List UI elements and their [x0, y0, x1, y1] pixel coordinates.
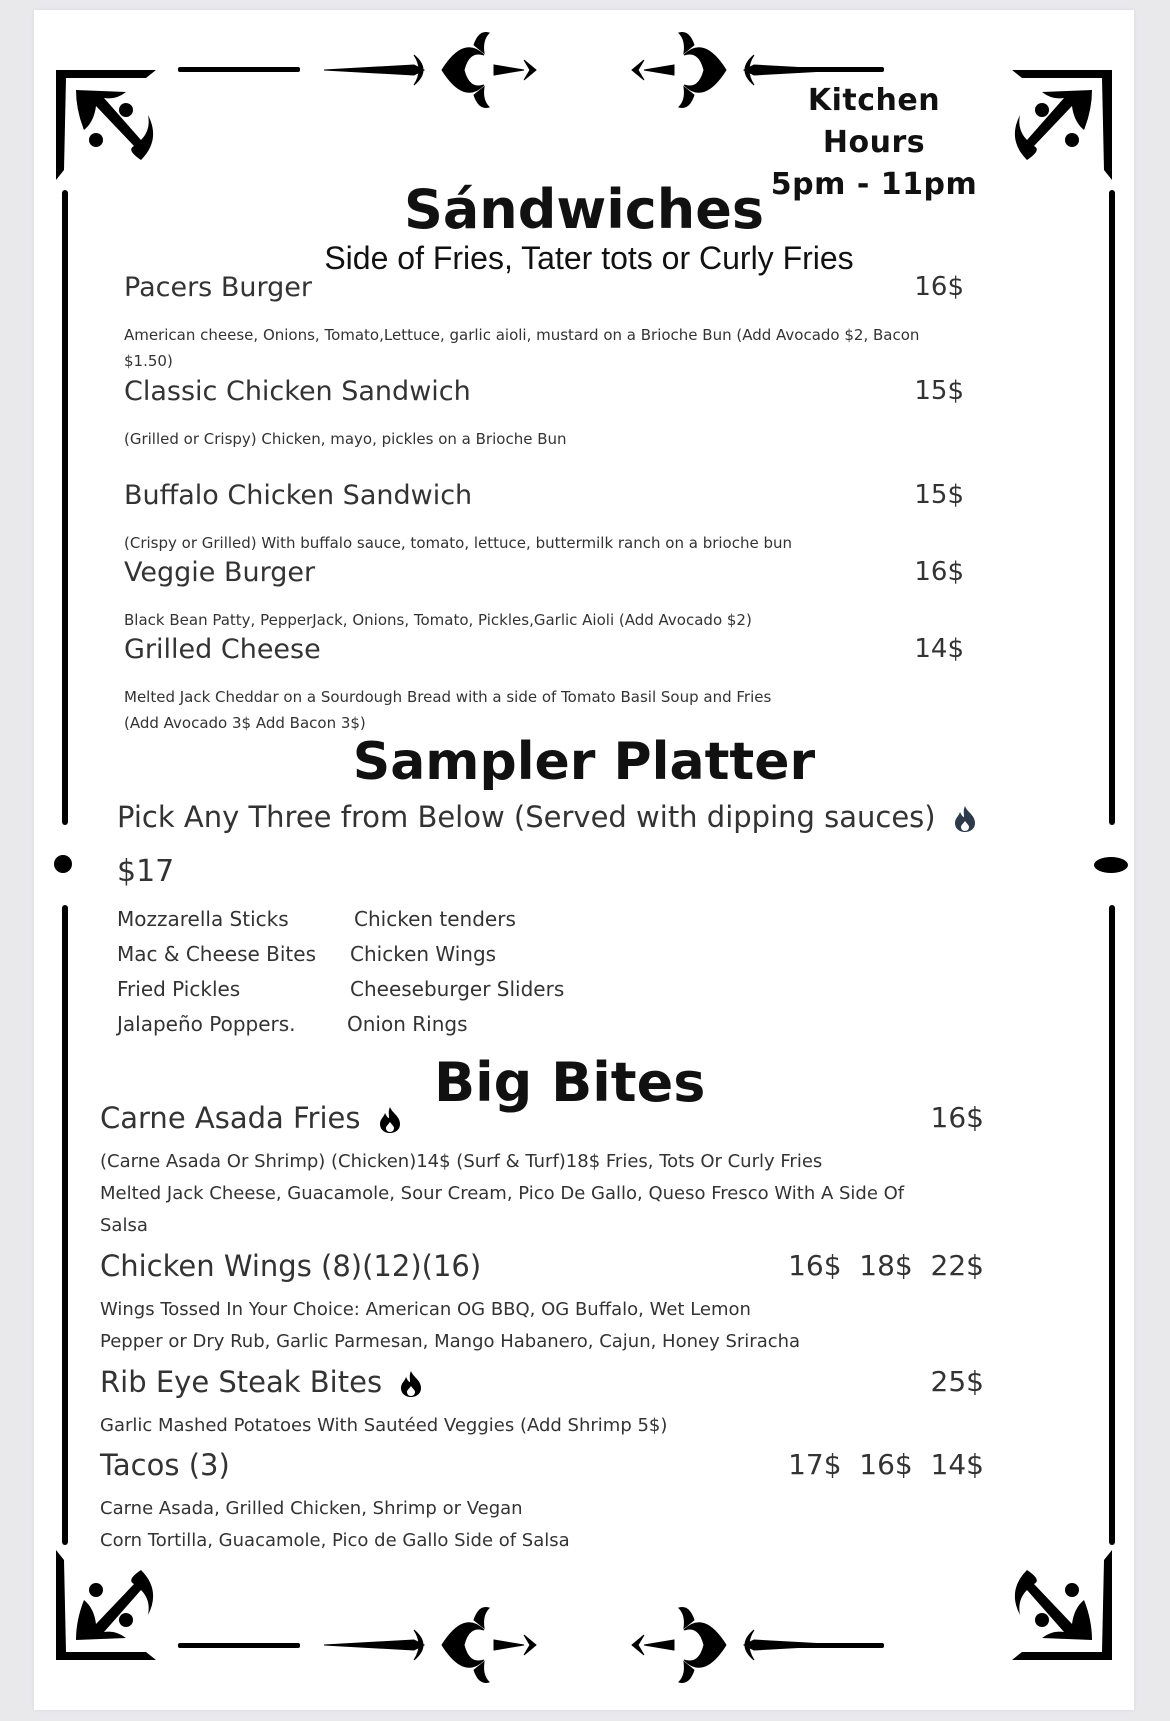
sampler-title: Sampler Platter [352, 732, 816, 792]
kitchen-hours-time: 5pm - 11pm [770, 167, 978, 202]
menu-item-description: Melted Jack Cheddar on a Sourdough Bread with a side of Tomato Basil Soup and Fries (Add Avocado 3$ Add Bacon 3$) [124, 688, 772, 732]
menu-item-name: Grilled Cheese [124, 634, 321, 665]
menu-item-name: Buffalo Chicken Sandwich [124, 480, 473, 511]
sampler-option: Jalapeño Poppers. [117, 1012, 296, 1036]
sampler-option: Cheeseburger Sliders [350, 977, 565, 1001]
menu-item-price: 15$ [914, 376, 964, 406]
bottom-flourish-icon [324, 1600, 844, 1690]
sampler-price: $17 [117, 854, 175, 889]
menu-item-description: (Crispy or Grilled) With buffalo sauce, tomato, lettuce, buttermilk ranch on a brioche bun [124, 534, 793, 552]
flame-icon [378, 1106, 402, 1134]
sandwiches-title: Sándwiches [403, 178, 765, 241]
kitchen-hours-title: Kitchen Hours [807, 83, 941, 160]
menu-item-description: Carne Asada, Grilled Chicken, Shrimp or Vegan Corn Tortilla, Guacamole, Pico de Gallo Side of Salsa [100, 1498, 570, 1551]
menu-item-name: Classic Chicken Sandwich [124, 376, 471, 407]
fleur-de-lis-corner-icon [1002, 70, 1112, 180]
sampler-subtitle: Pick Any Three from Below (Served with dipping sauces) [117, 800, 977, 834]
sampler-option: Chicken Wings [350, 942, 497, 966]
menu-item-description: (Grilled or Crispy) Chicken, mayo, pickles on a Brioche Bun [124, 430, 567, 448]
menu-item-description: American cheese, Onions, Tomato,Lettuce, garlic aioli, mustard on a Brioche Bun (Add Avocado $2, Bacon $1.50) [124, 326, 920, 370]
menu-item-price: 14$ [914, 634, 964, 664]
menu-item-description: Wings Tossed In Your Choice: American OG BBQ, OG Buffalo, Wet Lemon Pepper or Dry Rub, Garlic Parmesan, Mango Habanero, Cajun, Honey Sriracha [100, 1299, 801, 1352]
sampler-option: Chicken tenders [354, 907, 516, 931]
right-border-lower [1109, 905, 1115, 1545]
fleur-de-lis-corner-icon [56, 70, 166, 180]
menu-item-name: Pacers Burger [124, 272, 312, 303]
menu-item-price: 16$ [930, 1101, 984, 1134]
menu-item-name: Chicken Wings (8)(12)(16) [100, 1249, 482, 1283]
menu-item-name: Veggie Burger [124, 557, 316, 588]
left-border-lower [62, 905, 68, 1545]
flame-icon [953, 805, 977, 833]
sampler-option: Fried Pickles [117, 977, 241, 1001]
sandwiches-subtitle: Side of Fries, Tater tots or Curly Fries [324, 240, 854, 276]
right-border-upper [1109, 190, 1115, 825]
top-rule-left [178, 67, 300, 72]
menu-item-description: Black Bean Patty, PepperJack, Onions, Tomato, Pickles,Garlic Aioli (Add Avocado $2) [124, 611, 752, 629]
left-border-upper [62, 190, 68, 825]
menu-item-price: 15$ [914, 480, 964, 510]
flame-icon [399, 1370, 423, 1398]
menu-item-name: Rib Eye Steak Bites [100, 1365, 423, 1399]
menu-item-price: 16$ 18$ 22$ [788, 1249, 984, 1282]
right-border-dot [1094, 857, 1128, 873]
sampler-option: Onion Rings [347, 1012, 468, 1036]
menu-item-price: 17$ 16$ 14$ [788, 1448, 984, 1481]
left-border-dot [54, 855, 72, 873]
menu-item-price: 16$ [914, 557, 964, 587]
big-bites-title: Big Bites [434, 1051, 706, 1114]
bottom-rule-left [178, 1643, 300, 1648]
sampler-option: Mac & Cheese Bites [117, 942, 316, 966]
sampler-option: Mozzarella Sticks [117, 907, 289, 931]
menu-item-price: 16$ [914, 272, 964, 302]
menu-item-name: Tacos (3) [100, 1448, 230, 1482]
menu-item-price: 25$ [930, 1365, 984, 1398]
fleur-de-lis-corner-icon [56, 1550, 166, 1660]
menu-item-description: Garlic Mashed Potatoes With Sautéed Veggies (Add Shrimp 5$) [100, 1415, 668, 1436]
menu-item-name: Carne Asada Fries [100, 1101, 402, 1135]
menu-page [34, 10, 1134, 1710]
menu-item-description: (Carne Asada Or Shrimp) (Chicken)14$ (Surf & Turf)18$ Fries, Tots Or Curly Fries Melted Jack Cheese, Guacamole, Sour Cream, Pico De Gallo, Queso Fresco With A Side Of Salsa [100, 1151, 905, 1236]
fleur-de-lis-corner-icon [1002, 1550, 1112, 1660]
